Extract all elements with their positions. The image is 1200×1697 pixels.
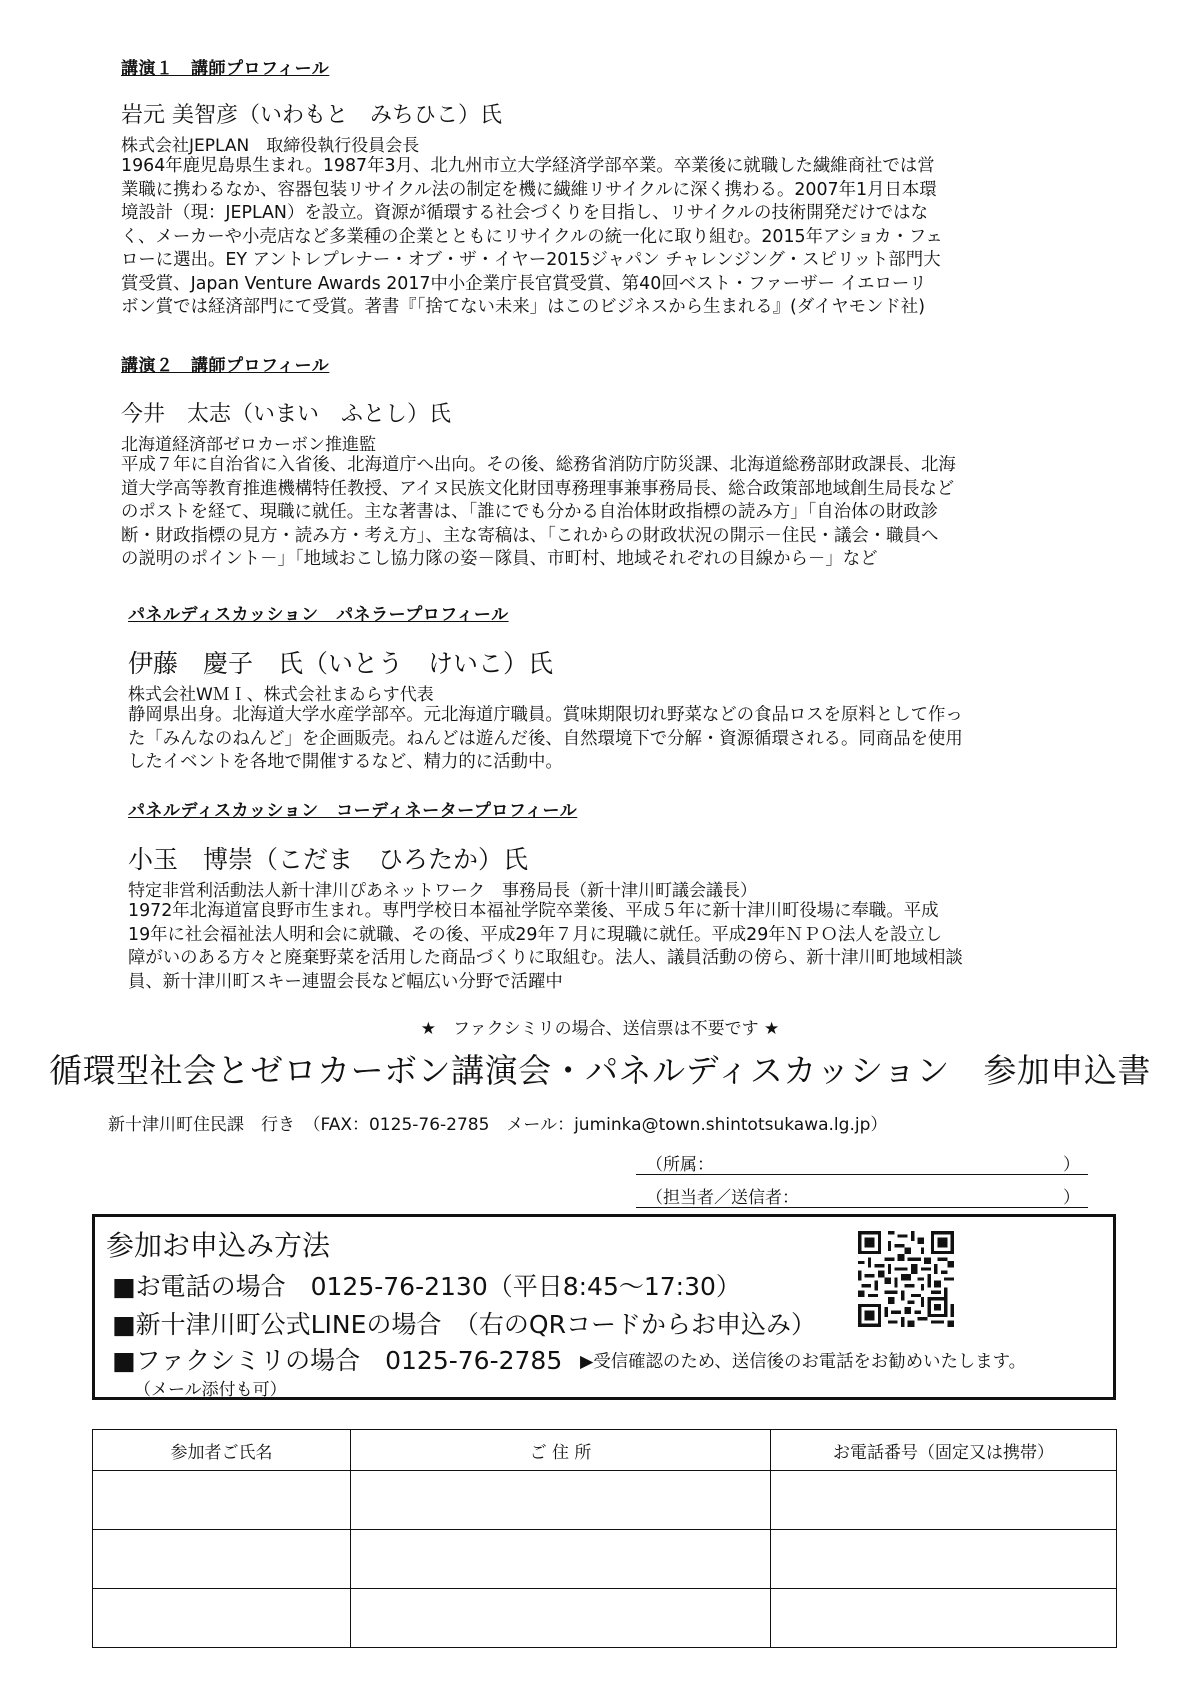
bio-line: 障がいのある方々と廃棄野菜を活用した商品づくりに取組む。法人、議員活動の傍ら、新十津川町地域相談 — [128, 948, 963, 968]
lecture2-bio — [121, 454, 956, 572]
participant-name-cell[interactable] — [93, 1530, 351, 1589]
table-row — [93, 1589, 1117, 1648]
bio-line: 19年に社会福祉法人明和会に就職、その後、平成29年７月に現職に就任。平成29年ＮＰＯ法人を設立し — [128, 924, 943, 945]
participant-entry-table — [92, 1429, 1117, 1648]
lecture2-speaker-name: 今井 太志（いまい ふとし）氏 — [121, 402, 452, 427]
line-method: ■新十津川町公式LINEの場合 （右のQRコードからお申込み） — [112, 1310, 816, 1339]
affiliation-field[interactable] — [636, 1148, 1088, 1175]
fax-method: ■ファクシミリの場合 0125-76-2785 — [112, 1346, 563, 1375]
close-paren: ） — [1063, 1155, 1080, 1175]
mail-attachment-note: （メール添付も可） — [134, 1380, 287, 1400]
contact-person-field[interactable] — [636, 1181, 1088, 1208]
coordinator-heading: パネルディスカッション コーディネータープロフィール — [128, 801, 578, 821]
bio-line: 道大学高等教育推進機構特任教授、アイヌ民族文化財団専務理事兼事務局長、総合政策部地域創生局長など — [121, 478, 955, 499]
bio-line: 業職に携わるなか、容器包装リサイクル法の制定を機に繊維リサイクルに深く携わる。2007年1月日本環 — [121, 179, 937, 200]
phone-number-cell[interactable] — [771, 1530, 1117, 1589]
participant-name-cell[interactable] — [93, 1589, 351, 1648]
phone-number-cell[interactable] — [771, 1471, 1117, 1530]
bio-line: く、メーカーや小売店など多業種の企業とともにリサイクルの統一化に取り組む。2015年アショカ・フェ — [121, 226, 943, 247]
bio-line: 静岡県出身。北海道大学水産学部卒。元北海道庁職員。賞味期限切れ野菜などの食品ロスを原料として作っ — [128, 705, 963, 725]
bio-line: 平成７年に自治省に入省後、北海道庁へ出向。その後、総務省消防庁防災課、北海道総務部財政課長、北海 — [121, 455, 956, 475]
form-title: 循環型社会とゼロカーボン講演会・パネルディスカッション 参加申込書 — [49, 1051, 1151, 1090]
participant-name-header: 参加者ご氏名 — [93, 1430, 351, 1471]
bio-line: ローに選出。EY アントレプレナー・オブ・ザ・イヤー2015ジャパン チャレンジング・スピリット部門大 — [121, 250, 941, 270]
panelist-name: 伊藤 慶子 氏（いとう けいこ）氏 — [128, 649, 554, 678]
address-header: ご 住 所 — [351, 1430, 771, 1471]
bio-line: 賞受賞、Japan Venture Awards 2017中小企業庁長官賞受賞、第40回ベスト・ファーザー イエローリ — [121, 273, 927, 294]
line-qr-code-icon[interactable] — [858, 1231, 954, 1327]
close-paren: ） — [1063, 1188, 1080, 1208]
bio-line: 1964年鹿児島県生まれ。1987年3月、北九州市立大学経済学部卒業。卒業後に就職した繊維商社では営 — [121, 156, 935, 176]
lecture2-heading: 講演２ 講師プロフィール — [121, 356, 330, 376]
lecture1-speaker-title: 株式会社JEPLAN 取締役執行役員会長 — [121, 136, 420, 156]
phone-number-header: お電話番号（固定又は携帯） — [771, 1430, 1117, 1471]
address-cell[interactable] — [351, 1589, 771, 1648]
participant-name-cell[interactable] — [93, 1471, 351, 1530]
lecture1-speaker-name: 岩元 美智彦（いわもと みちひこ）氏 — [121, 103, 502, 128]
bio-line: 断・財政指標の見方・読み方・考え方」、主な寄稿は、「これからの財政状況の開示－住民・議会・職員へ — [121, 525, 939, 546]
application-method-title: 参加お申込み方法 — [106, 1229, 331, 1262]
fax-confirmation-note: ▶受信確認のため、送信後のお電話をお勧めいたします。 — [580, 1352, 1027, 1372]
table-row — [93, 1471, 1117, 1530]
bio-line: ボン賞では経済部門にて受賞。著書『「捨てない未来」はこのビジネスから生まれる』(ダイヤモンド社) — [121, 297, 925, 317]
bio-line: 境設計（現：JEPLAN）を設立。資源が循環する社会づくりを目指し、リサイクルの技術開発だけではな — [121, 203, 928, 223]
address-cell[interactable] — [351, 1530, 771, 1589]
bio-line: 1972年北海道富良野市生まれ。専門学校日本福祉学院卒業後、平成５年に新十津川町役場に奉職。平成 — [128, 901, 939, 921]
coordinator-name: 小玉 博崇（こだま ひろたか）氏 — [128, 845, 529, 874]
send-to-line: 新十津川町住民課 行き （FAX：0125-76-2785 メール：juminka@town.shintotsukawa.lg.jp） — [108, 1115, 888, 1135]
bio-line: の説明のポイント－」「地域おこし協力隊の姿－隊員、市町村、地域それぞれの目線から－」など — [121, 549, 878, 569]
bio-line: た「みんなのねんど」を企画販売。ねんどは遊んだ後、自然環境下で分解・資源循環される。同商品を使用 — [128, 728, 963, 749]
bio-line: したイベントを各地で開催するなど、精力的に活動中。 — [128, 752, 563, 772]
lecture1-bio — [121, 155, 943, 320]
phone-number-cell[interactable] — [771, 1589, 1117, 1648]
affiliation-label: （所属： — [646, 1155, 714, 1175]
bio-line: のポストを経て、現職に就任。主な著書は、「誰にでも分かる自治体財政指標の読み方」「自治体の財政診 — [121, 502, 939, 522]
fax-cover-note: ★ ファクシミリの場合、送信票は不要です ★ — [420, 1019, 780, 1039]
coordinator-bio — [128, 900, 963, 994]
panelist-heading: パネルディスカッション パネラープロフィール — [128, 605, 509, 625]
bio-line: 員、新十津川町スキー連盟会長など幅広い分野で活躍中 — [128, 971, 563, 992]
address-cell[interactable] — [351, 1471, 771, 1530]
lecture2-speaker-title: 北海道経済部ゼロカーボン推進監 — [121, 435, 376, 455]
phone-method: ■お電話の場合 0125-76-2130（平日8:45～17:30） — [112, 1272, 741, 1301]
panelist-title: 株式会社WＭＩ、株式会社まゐらす代表 — [128, 685, 434, 705]
panelist-bio — [128, 704, 963, 775]
table-row — [93, 1530, 1117, 1589]
coordinator-title: 特定非営利活動法人新十津川ぴあネットワーク 事務局長（新十津川町議会議長） — [128, 881, 757, 901]
lecture1-heading: 講演１ 講師プロフィール — [121, 59, 330, 79]
contact-person-label: （担当者／送信者： — [646, 1188, 799, 1208]
table-header-row — [93, 1430, 1117, 1471]
